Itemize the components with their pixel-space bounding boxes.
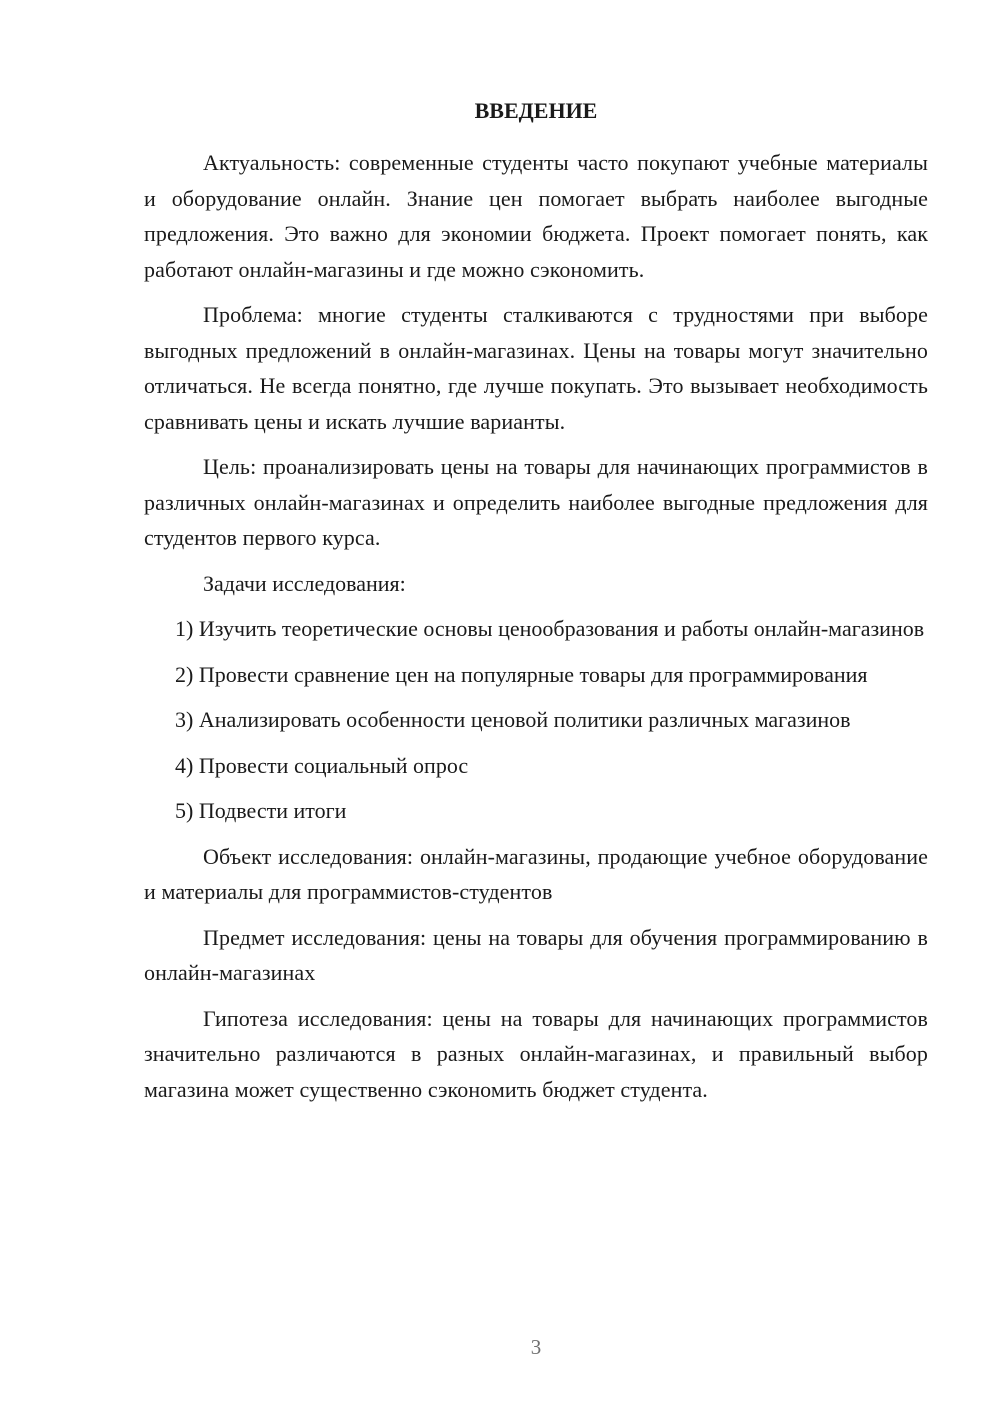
task-item-1: 1) Изучить теоретические основы ценообразования и работы онлайн-магазинов xyxy=(175,616,925,641)
hypothesis-paragraph: Гипотеза исследования: цены на товары для начинающих программистов значительно различаются в разных онлайн-магазинах, и правильный выбор магазина может существенно сэкономить бюджет студента. xyxy=(144,1005,928,1102)
page-content xyxy=(144,96,928,1117)
task-item-3: 3) Анализировать особенности ценовой политики различных магазинов xyxy=(175,707,851,732)
tasks-title: Задачи исследования: xyxy=(203,570,406,596)
task-item-4: 4) Провести социальный опрос xyxy=(175,752,469,778)
relevance-paragraph: Актуальность: современные студенты часто покупают учебные материалы и оборудование онлайн. Знание цен помогает выбрать наиболее выгодные предложения. Это важно для экономии бюджета. Проект помогает понять, как работают онлайн-магазины и где можно сэкономить. xyxy=(144,150,928,282)
goal-paragraph: Цель: проанализировать цены на товары для начинающих программистов в различных онлайн-магазинах и определить наиболее выгодные предложения для студентов первого курса. xyxy=(144,454,928,550)
section-heading: ВВЕДЕНИЕ xyxy=(474,98,598,123)
page-number: 3 xyxy=(530,1335,542,1359)
problem-paragraph: Проблема: многие студенты сталкиваются с трудностями при выборе выгодных предложений в онлайн-магазинах. Цены на товары могут значительно отличаться. Не всегда понятно, где лучше покупать. Это вызывает необходимость сравнивать цены и искать лучшие варианты. xyxy=(144,302,928,434)
subject-paragraph: Предмет исследования: цены на товары для обучения программированию в онлайн-магазинах xyxy=(144,924,928,985)
task-item-2: 2) Провести сравнение цен на популярные товары для программирования xyxy=(175,661,868,687)
object-paragraph: Объект исследования: онлайн-магазины, продающие учебное оборудование и материалы для программистов-студентов xyxy=(144,843,928,904)
task-item-5: 5) Подвести итоги xyxy=(175,798,347,823)
